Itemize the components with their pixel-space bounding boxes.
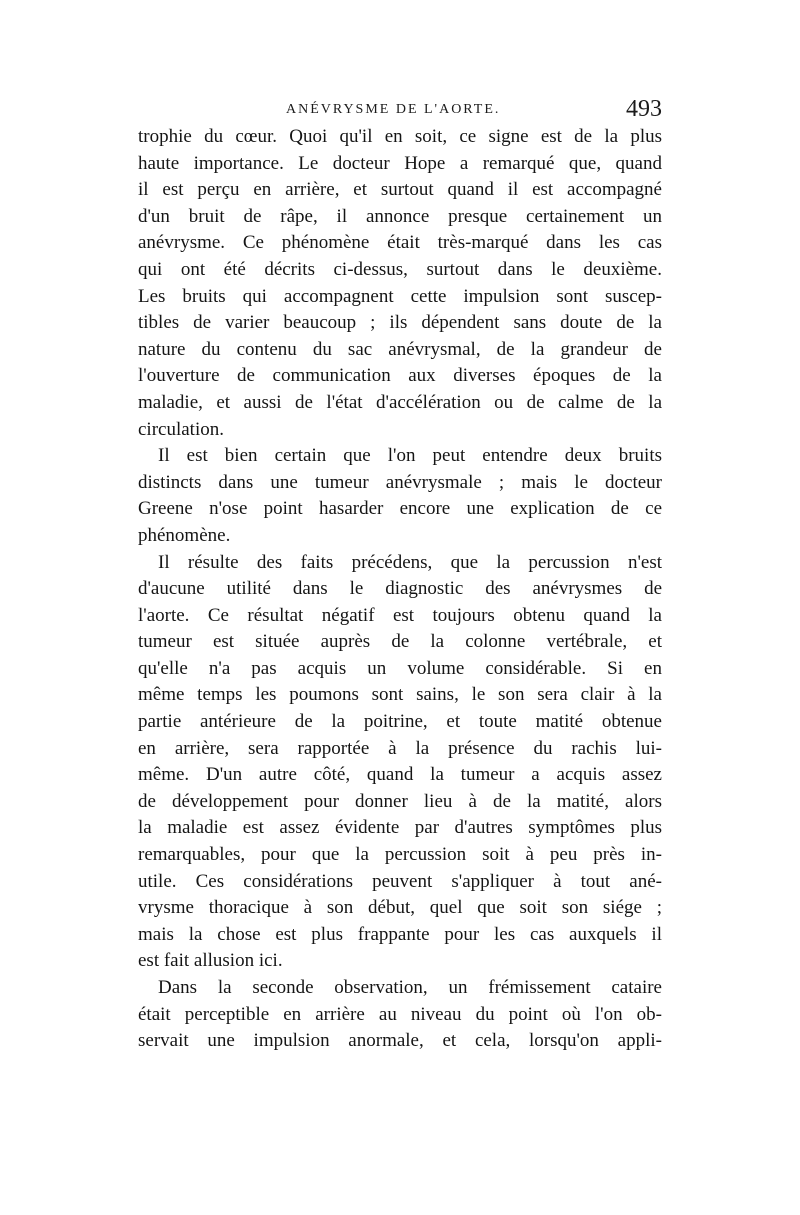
text-line: il est perçu en arrière, et surtout quand il est accompagné [138,179,662,201]
text-line: partie antérieure de la poitrine, et toute matité obtenue [138,711,662,733]
text-line: qu'elle n'a pas acquis un volume considérable. Si en [138,657,662,679]
text-line: l'ouverture de communication aux diverses époques de la [138,365,662,387]
text-line: d'un bruit de râpe, il annonce presque certainement un [138,205,662,227]
text-line: remarquables, pour que la percussion soit à peu près in- [138,844,662,866]
paragraph [138,443,662,549]
running-title: ANÉVRYSME DE L'AORTE. [286,102,501,117]
text-line: Dans la seconde observation, un frémissement cataire [158,977,662,998]
text-line: trophie du cœur. Quoi qu'il en soit, ce signe est de la plus [138,126,662,147]
text-line: d'aucune utilité dans le diagnostic des anévrysmes de [138,578,662,600]
text-line: même temps les poumons sont sains, le son sera clair à la [138,684,662,706]
text-line: distincts dans une tumeur anévrysmale ; mais le docteur [138,471,662,493]
text-line: nature du contenu du sac anévrysmal, de la grandeur de [138,338,662,360]
paragraph [138,124,662,443]
text-line: est fait allusion ici. [138,950,283,972]
text-line: Les bruits qui accompagnent cette impulsion sont suscep- [138,285,662,307]
text-line: qui ont été décrits ci-dessus, surtout dans le deuxième. [138,258,662,280]
text-line: en arrière, sera rapportée à la présence du rachis lui- [138,737,662,759]
text-line: la maladie est assez évidente par d'autres symptômes plus [138,817,662,839]
text-line: anévrysme. Ce phénomène était très-marqué dans les cas [138,232,662,254]
text-line: Il est bien certain que l'on peut entendre deux bruits [158,445,662,467]
text-line: tibles de varier beaucoup ; ils dépendent sans doute de la [138,312,662,334]
text-line: était perceptible en arrière au niveau du point où l'on ob- [138,1003,662,1025]
text-line: tumeur est située auprès de la colonne vertébrale, et [138,631,662,653]
text-line: maladie, et aussi de l'état d'accélération ou de calme de la [138,391,662,413]
paragraph [138,550,662,976]
text-line: vrysme thoracique à son début, quel que soit son siége ; [138,897,662,919]
text-line: l'aorte. Ce résultat négatif est toujours obtenu quand la [138,604,662,626]
text-line: haute importance. Le docteur Hope a remarqué que, quand [138,152,662,174]
text-line: même. D'un autre côté, quand la tumeur a acquis assez [138,764,662,786]
running-head [138,96,662,126]
text-line: utile. Ces considérations peuvent s'appliquer à tout ané- [138,870,662,892]
paragraph [138,975,662,1055]
text-line: Il résulte des faits précédens, que la percussion n'est [158,551,662,573]
text-line: Greene n'ose point hasarder encore une explication de ce [138,498,662,520]
text-line: de développement pour donner lieu à de la matité, alors [138,790,662,812]
text-line: circulation. [138,418,224,440]
text-line: phénomène. [138,524,231,546]
text-line: mais la chose est plus frappante pour les cas auxquels il [138,923,662,945]
page-number: 493 [626,96,662,122]
text-line: servait une impulsion anormale, et cela, lorsqu'on appli- [138,1030,662,1052]
body-text [138,124,662,1055]
